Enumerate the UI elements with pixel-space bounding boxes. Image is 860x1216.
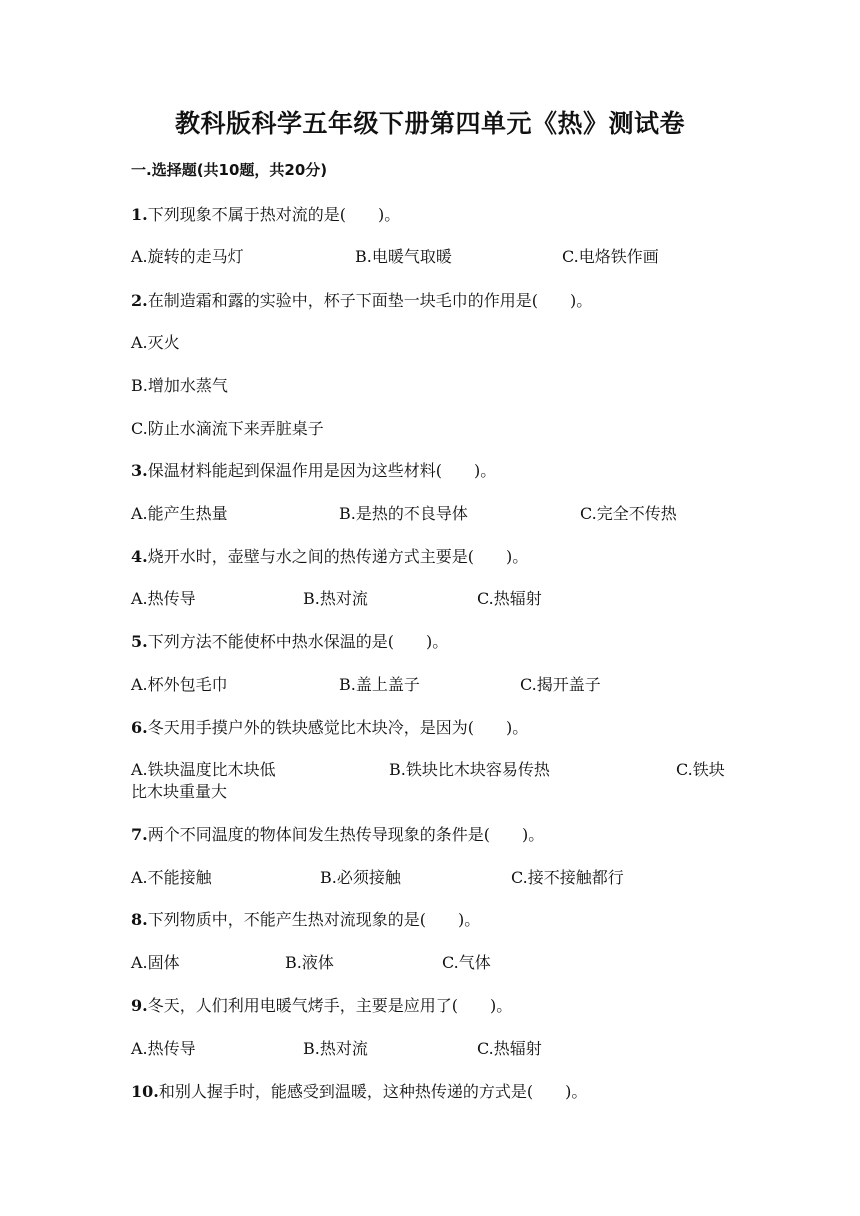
option-c: C.热辐射 — [477, 589, 542, 608]
question-1 — [131, 202, 400, 225]
question-number: 2. — [131, 291, 148, 310]
option-b: B.增加水蒸气 — [131, 376, 228, 395]
question-text: 冬天，人们利用电暖气烤手，主要是应用了( )。 — [147, 996, 513, 1015]
question-5 — [131, 629, 448, 652]
question-number: 5. — [131, 632, 148, 651]
option-b: B.必须接触 — [320, 868, 401, 887]
question-number: 8. — [131, 910, 148, 929]
question-3 — [131, 458, 496, 481]
question-number: 10. — [131, 1082, 159, 1101]
question-7 — [131, 822, 544, 845]
option-b: B.液体 — [285, 953, 334, 972]
question-number: 1. — [131, 205, 148, 224]
option-a: A.固体 — [131, 953, 180, 972]
question-number: 6. — [131, 718, 148, 737]
option-c: C.铁块 — [676, 760, 725, 779]
question-text: 下列现象不属于热对流的是( )。 — [147, 205, 401, 224]
page-title: 教科版科学五年级下册第四单元《热》测试卷 — [174, 109, 685, 138]
question-10 — [131, 1079, 587, 1102]
option-b: B.热对流 — [303, 1039, 368, 1058]
option-c: C.揭开盖子 — [520, 675, 601, 694]
question-text: 冬天用手摸户外的铁块感觉比木块冷，是因为( )。 — [147, 718, 529, 737]
question-text: 保温材料能起到保温作用是因为这些材料( )。 — [147, 461, 497, 480]
question-number: 3. — [131, 461, 148, 480]
question-number: 4. — [131, 547, 148, 566]
section-heading: 一.选择题(共10题，共20分) — [131, 161, 328, 179]
option-a: A.灭火 — [131, 333, 180, 352]
option-a: A.能产生热量 — [131, 504, 228, 523]
option-c: C.气体 — [442, 953, 491, 972]
option-a: A.旋转的走马灯 — [131, 247, 244, 266]
question-4 — [131, 544, 528, 567]
option-b: B.铁块比木块容易传热 — [389, 760, 550, 779]
option-c: C.完全不传热 — [580, 504, 677, 523]
question-9 — [131, 993, 512, 1016]
option-a: A.热传导 — [131, 1039, 196, 1058]
question-text: 两个不同温度的物体间发生热传导现象的条件是( )。 — [147, 825, 545, 844]
question-6 — [131, 715, 528, 738]
question-text: 下列方法不能使杯中热水保温的是( )。 — [147, 632, 449, 651]
option-c: C.防止水滴流下来弄脏桌子 — [131, 419, 324, 438]
question-text: 在制造霜和露的实验中，杯子下面垫一块毛巾的作用是( )。 — [147, 291, 593, 310]
option-b: B.热对流 — [303, 589, 368, 608]
question-8 — [131, 907, 480, 930]
option-c: C.热辐射 — [477, 1039, 542, 1058]
question-number: 9. — [131, 996, 148, 1015]
option-b: B.是热的不良导体 — [339, 504, 468, 523]
option-b: B.盖上盖子 — [339, 675, 420, 694]
option-a: A.热传导 — [131, 589, 196, 608]
option-c: C.接不接触都行 — [511, 868, 624, 887]
question-number: 7. — [131, 825, 148, 844]
question-text: 烧开水时，壶壁与水之间的热传递方式主要是( )。 — [147, 547, 529, 566]
option-a: A.铁块温度比木块低 — [131, 760, 276, 779]
option-c-continued: 比木块重量大 — [131, 782, 228, 801]
option-c: C.电烙铁作画 — [562, 247, 659, 266]
option-b: B.电暖气取暖 — [355, 247, 452, 266]
option-a: A.不能接触 — [131, 868, 212, 887]
question-text: 和别人握手时，能感受到温暖，这种热传递的方式是( )。 — [158, 1082, 588, 1101]
question-2 — [131, 288, 592, 311]
option-a: A.杯外包毛巾 — [131, 675, 228, 694]
question-text: 下列物质中，不能产生热对流现象的是( )。 — [147, 910, 481, 929]
